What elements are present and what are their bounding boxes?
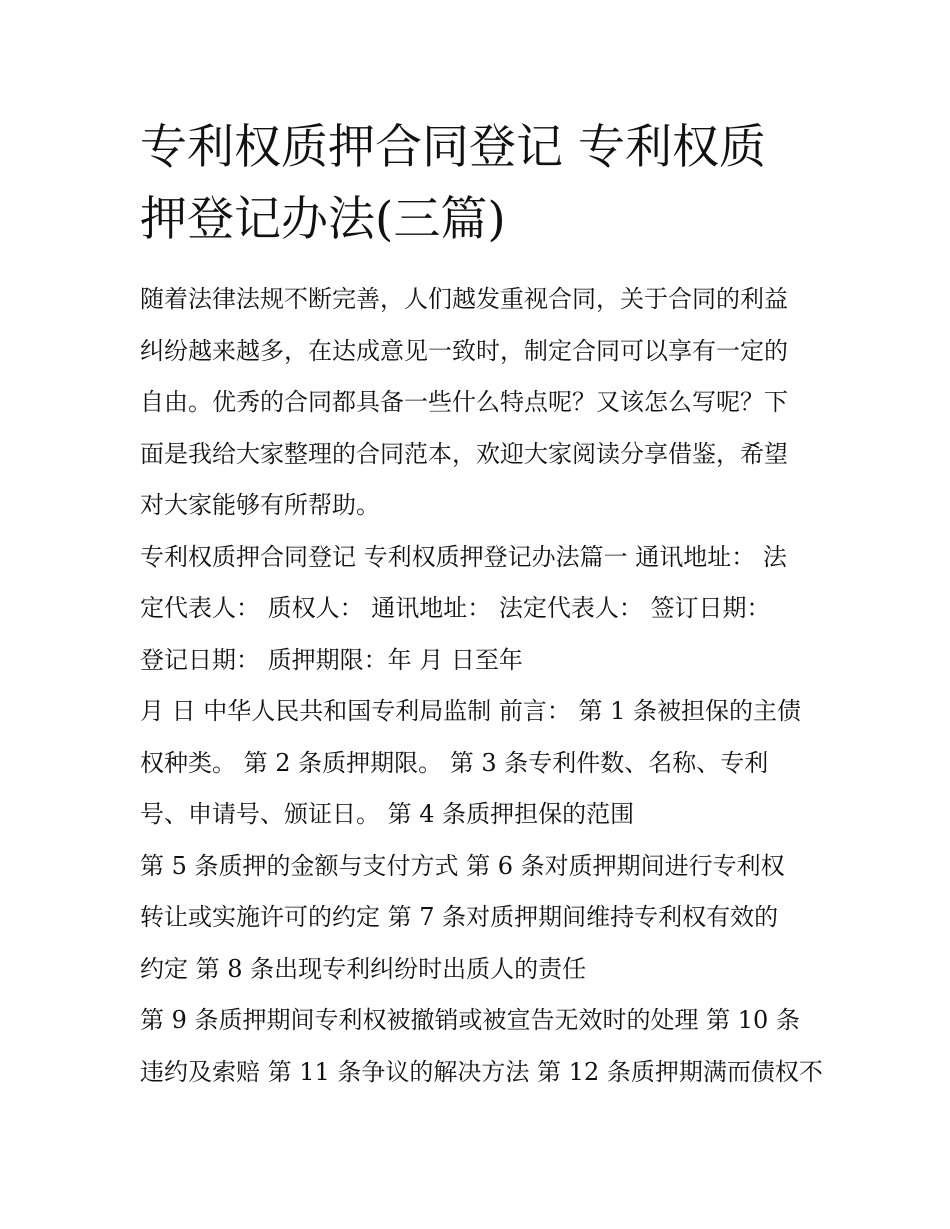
text-line: 对大家能够有所帮助。 [140, 491, 380, 519]
contract-clauses-paragraph [140, 995, 823, 1098]
text-line: 随着法律法规不断完善，人们越发重视合同，关于合同的利益 [140, 285, 788, 313]
title-line: 专利权质押合同登记 专利权质 [140, 120, 766, 175]
text-line: 第 9 条质押期间专利权被撤销或被宣告无效时的处理 第 10 条 [140, 1006, 800, 1034]
document-page [140, 112, 823, 1098]
text-line: 转让或实施许可的约定 第 7 条对质押期间维持专利权有效的 [140, 903, 779, 931]
text-line: 第 5 条质押的金额与支付方式 第 6 条对质押期间进行专利权 [140, 851, 785, 880]
text-line: 面是我给大家整理的合同范本，欢迎大家阅读分享借鉴，希望 [140, 439, 788, 468]
contract-header-paragraph [140, 532, 820, 687]
text-line: 权种类。 第 2 条质押期限。 第 3 条专利件数、名称、专利 [140, 748, 769, 777]
intro-paragraph [140, 274, 820, 532]
contract-clauses-paragraph [140, 686, 820, 841]
text-line: 号、申请号、颁证日。 第 4 条质押担保的范围 [140, 800, 635, 828]
contract-clauses-paragraph [140, 841, 820, 996]
document-title [140, 112, 820, 256]
text-line: 纠纷越来越多，在达成意见一致时，制定合同可以享有一定的 [140, 336, 788, 365]
text-line: 专利权质押合同登记 专利权质押登记办法篇一 通讯地址： 法 [140, 542, 787, 571]
text-line: 违约及索赔 第 11 条争议的解决方法 第 12 条质押期满而债权不 [140, 1057, 823, 1086]
text-line: 登记日期： 质押期限：年 月 日至年 [140, 645, 523, 674]
text-line: 约定 第 8 条出现专利纠纷时出质人的责任 [140, 954, 587, 983]
text-line: 自由。优秀的合同都具备一些什么特点呢？又该怎么写呢？下 [140, 388, 788, 416]
title-line: 押登记办法(三篇) [140, 192, 506, 247]
text-line: 定代表人： 质权人： 通讯地址： 法定代表人： 签订日期： [140, 594, 771, 622]
text-line: 月 日 中华人民共和国专利局监制 前言： 第 1 条被担保的主债 [140, 697, 802, 725]
